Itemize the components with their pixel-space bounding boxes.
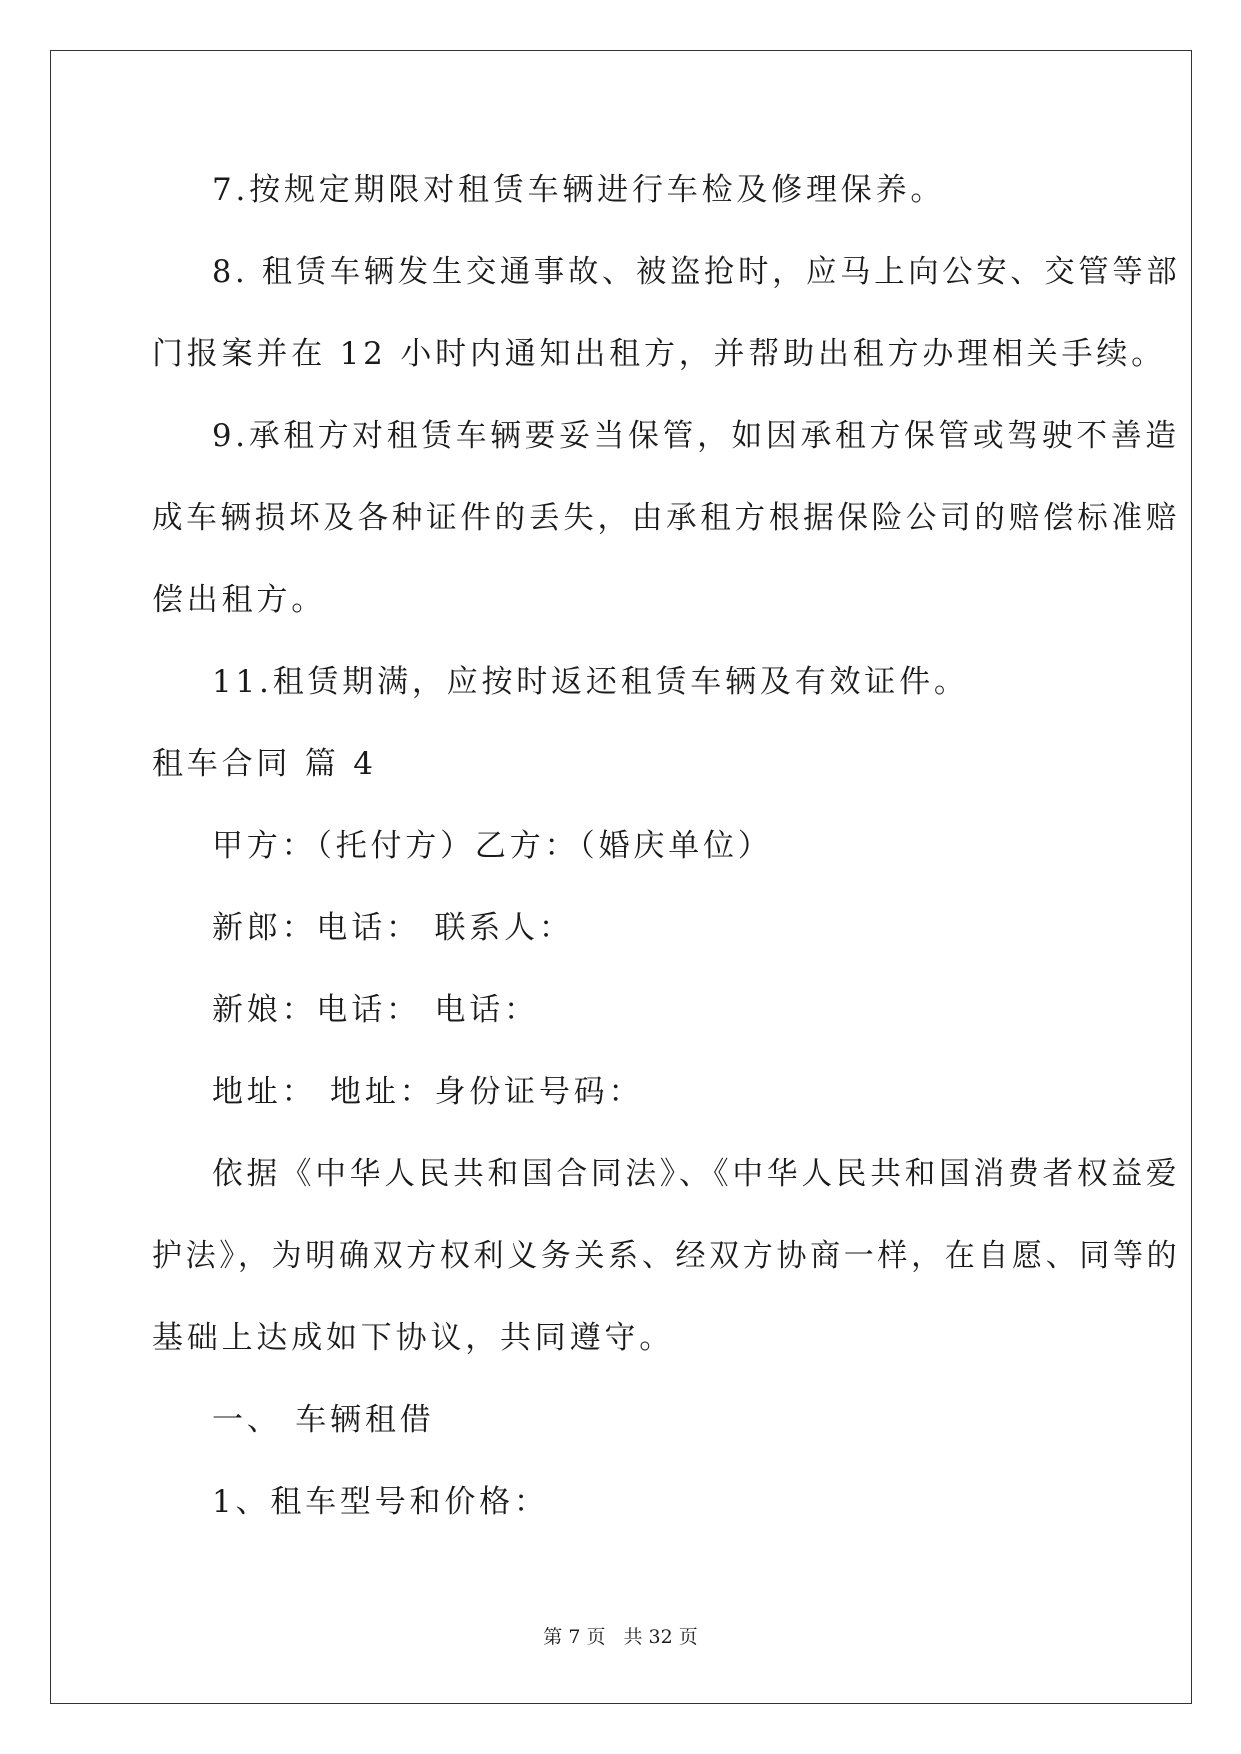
page-number: 第 7 页: [543, 1626, 606, 1648]
page-border: [50, 50, 1192, 1704]
text-line: 偿出租方。: [152, 582, 326, 618]
text-line: 成车辆损坏及各种证件的丢失，由承租方根据保险公司的赔偿标准赔: [152, 500, 1181, 536]
text-line: 9.承租方对租赁车辆要妥当保管，如因承租方保管或驾驶不善造: [212, 418, 1180, 454]
text-line: 7.按规定期限对租赁车辆进行车检及修理保养。: [212, 172, 946, 208]
text-line: 一、 车辆租借: [212, 1402, 435, 1438]
text-line: 护法》，为明确双方权利义务关系、经双方协商一样，在自愿、同等的: [152, 1238, 1181, 1274]
text-line: 新娘：电话： 电话：: [212, 992, 539, 1028]
text-line: 1、租车型号和价格：: [212, 1484, 549, 1520]
text-line: 甲方：（托付方）乙方：（婚庆单位）: [212, 828, 773, 864]
text-line: 依据《中华人民共和国合同法》、《中华人民共和国消费者权益爱: [212, 1156, 1181, 1192]
text-line: 新郎：电话： 联系人：: [212, 910, 574, 946]
text-line: 门报案并在 12 小时内通知出租方，并帮助出租方办理相关手续。: [152, 336, 1166, 372]
page-total: 共 32 页: [623, 1626, 698, 1648]
section-heading: 租车合同 篇 4: [152, 746, 377, 782]
text-line: 基础上达成如下协议，共同遵守。: [152, 1320, 674, 1356]
page-footer: [0, 1625, 1241, 1649]
text-line: 11.租赁期满，应按时返还租赁车辆及有效证件。: [212, 664, 969, 700]
text-line: 地址： 地址：身份证号码：: [212, 1074, 644, 1110]
text-line: 8. 租赁车辆发生交通事故、被盗抢时，应马上向公安、交管等部: [212, 254, 1181, 290]
